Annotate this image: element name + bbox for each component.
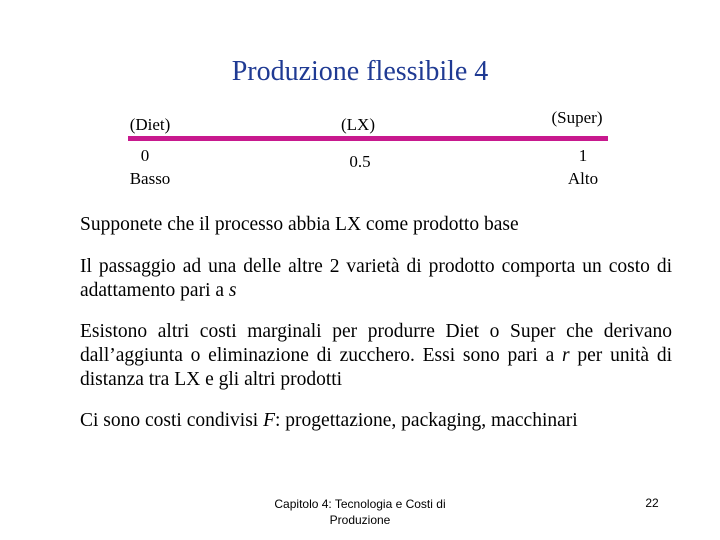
paragraph-shared-costs: [80, 409, 672, 433]
scale-left-name: (Diet): [129, 115, 171, 134]
slide-title: Produzione flessibile 4: [231, 56, 489, 87]
paragraph-text: Supponete che il processo abbia LX come prodotto base: [80, 214, 519, 235]
footer-line-2: Produzione: [329, 513, 391, 527]
scale-right-value: 1: [578, 146, 588, 165]
paragraph-base-product: [80, 213, 672, 237]
scale-middle-name: (LX): [341, 115, 375, 134]
scale-line: [128, 136, 608, 141]
footer-line-1: Capitolo 4: Tecnologia e Costi di: [274, 497, 446, 511]
paragraph-text: Esistono altri costi marginali per produrre Diet o Super che derivano dall’aggiunta o eliminazione di zucchero. Essi sono pari a: [80, 321, 672, 366]
scale-right-label: Alto: [567, 169, 599, 188]
paragraph-text-end: per unità di distanza tra LX e gli altri prodotti: [80, 345, 673, 390]
paragraph-text: Ci sono costi condivisi: [80, 410, 264, 431]
paragraph-text-end: : progettazione, packaging, macchinari: [275, 410, 578, 431]
scale-left-label: Basso: [129, 169, 171, 188]
scale-left-value: 0: [140, 146, 150, 165]
scale-right-name: (Super): [551, 108, 603, 127]
variable-r: r: [562, 345, 570, 366]
page-number: 22: [645, 496, 659, 510]
paragraph-text: Il passaggio ad una delle altre 2 varietà di prodotto comporta un costo di adattamento pari a: [80, 256, 672, 301]
paragraph-adjustment-cost: [80, 255, 672, 303]
variable-f: F: [263, 410, 276, 431]
paragraph-marginal-costs: [80, 320, 672, 392]
footer-chapter: [255, 496, 465, 528]
variable-s: s: [228, 280, 237, 301]
scale-middle-value: 0.5: [349, 152, 371, 171]
